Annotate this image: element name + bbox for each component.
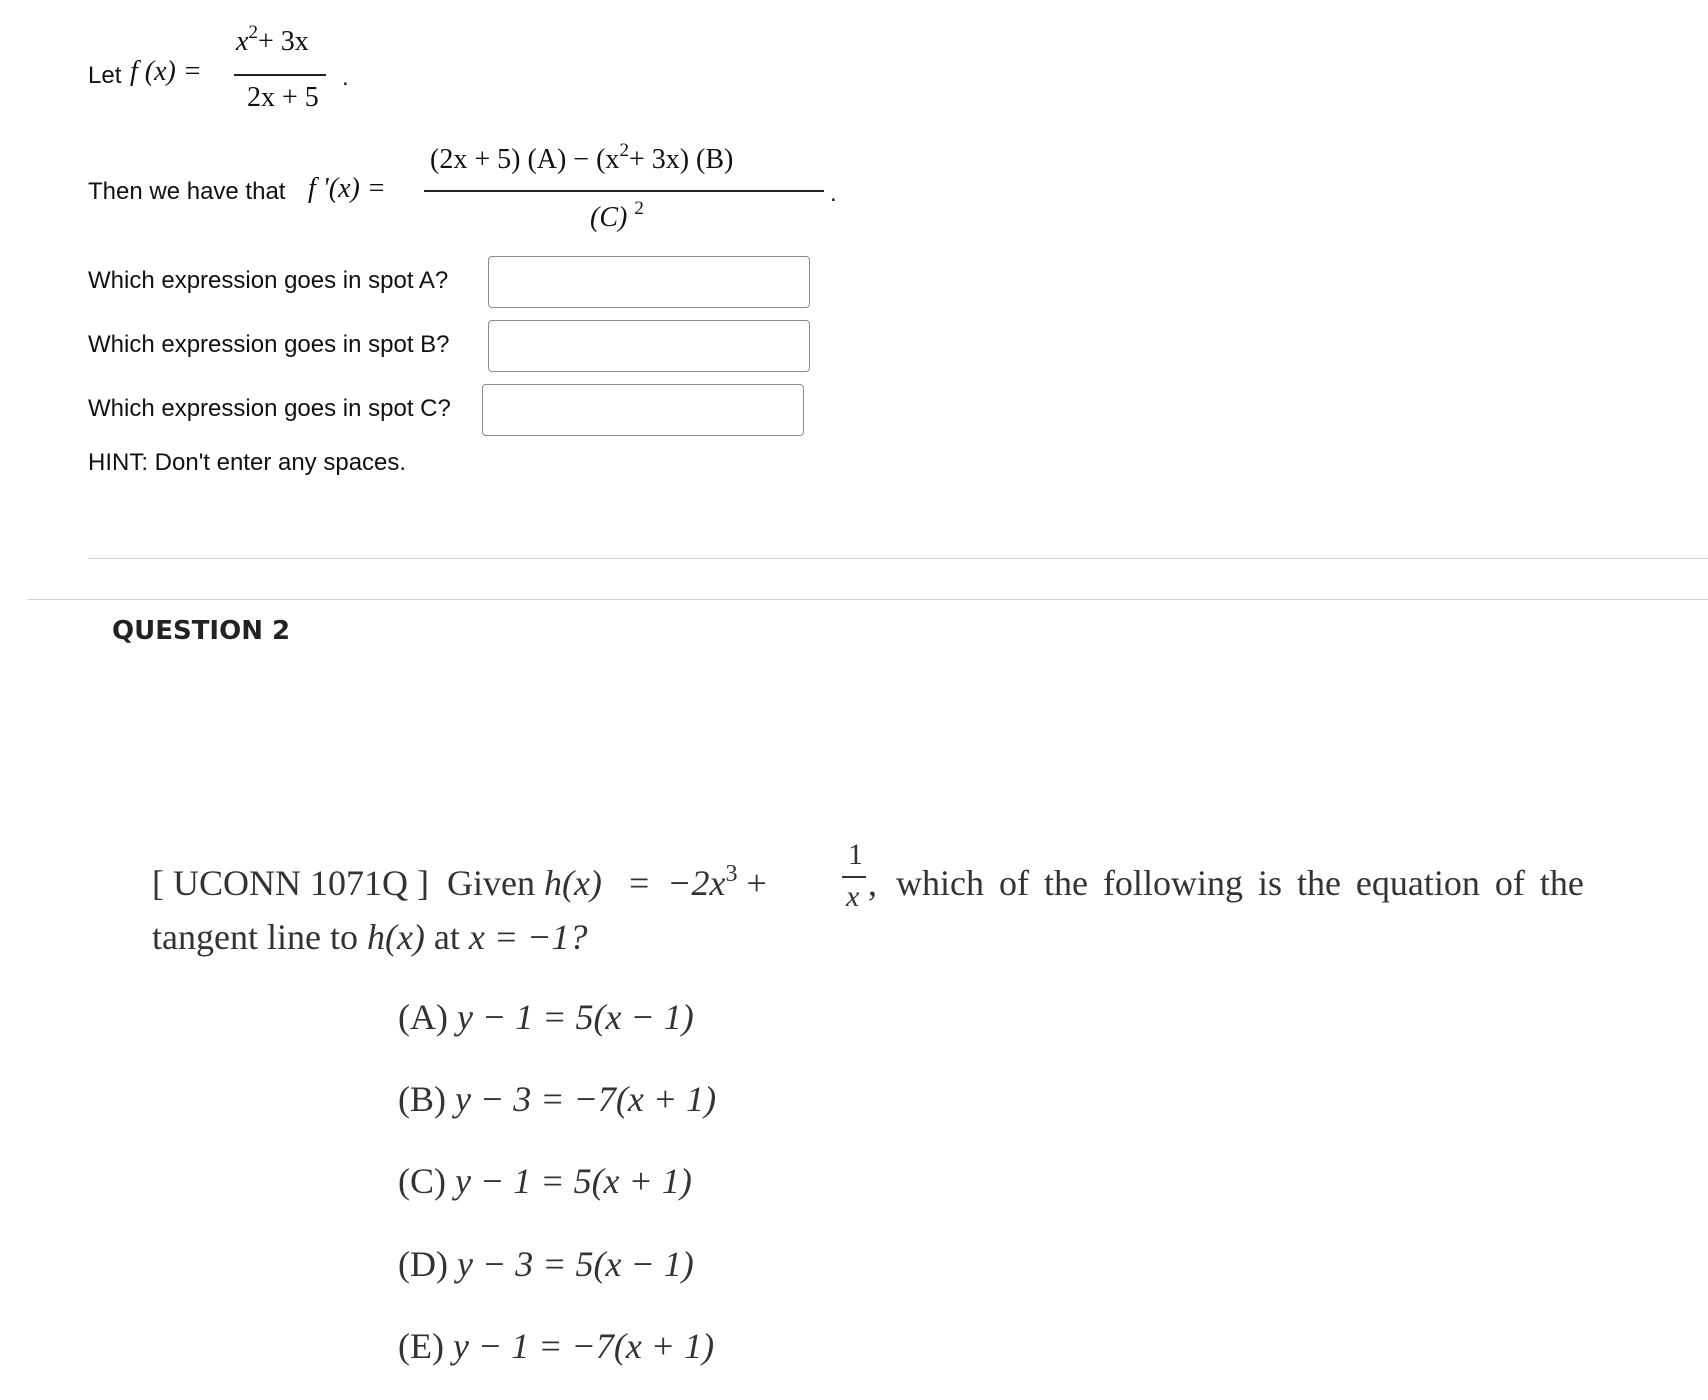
- option-a: [398, 996, 694, 1038]
- fprime-num-part2: + 3x) (B): [628, 144, 734, 175]
- frac-bar: [842, 876, 866, 878]
- stem-comma: ,: [868, 863, 877, 903]
- stem-line2-b: at: [433, 917, 460, 957]
- answer-c-input[interactable]: [482, 384, 804, 436]
- f-denominator: 2x + 5: [247, 82, 319, 113]
- fprime-numerator: [430, 140, 734, 176]
- fprime-num-exp: 2: [619, 140, 629, 161]
- fprime-den-exp: 2: [634, 198, 644, 219]
- option-d: [398, 1243, 694, 1285]
- f-numerator: [236, 22, 309, 58]
- answer-a-input[interactable]: [488, 256, 810, 308]
- frac-denominator: x: [846, 880, 860, 913]
- option-letter: (D): [398, 1244, 448, 1284]
- equals-sign: =: [628, 863, 650, 903]
- f-fraction-bar: [234, 74, 326, 76]
- cubic-exponent: 3: [725, 861, 738, 887]
- prompt-c-label: Which expression goes in spot C?: [88, 395, 451, 422]
- prompt-b-label: Which expression goes in spot B?: [88, 331, 450, 358]
- stem-line2-h: h(x): [366, 917, 425, 957]
- fprime-lhs: f '(x) =: [308, 173, 386, 204]
- fprime-num-part1: (2x + 5) (A) − (x: [430, 144, 620, 175]
- fprime-denominator: [590, 198, 644, 234]
- stem-line2-x: x = −1?: [468, 917, 588, 957]
- given-word: Given: [446, 863, 535, 903]
- question-stem-line-2: [152, 916, 587, 958]
- question-divider: [28, 599, 1708, 600]
- option-c: [398, 1160, 692, 1202]
- f-num-exp: 2: [248, 22, 258, 43]
- question-2-heading: QUESTION 2: [112, 616, 291, 646]
- fprime-den-base: (C): [590, 202, 628, 233]
- option-letter: (B): [398, 1079, 446, 1119]
- frac-numerator: 1: [848, 838, 863, 871]
- answer-b-input[interactable]: [488, 320, 810, 372]
- question-stem-line-1: [152, 862, 767, 904]
- option-equation: y − 1 = 5(x + 1): [455, 1161, 692, 1201]
- fprime-period: .: [830, 180, 837, 207]
- let-label: Let: [88, 62, 122, 89]
- option-equation: y − 1 = 5(x − 1): [456, 997, 694, 1037]
- option-equation: y − 1 = −7(x + 1): [452, 1326, 715, 1366]
- cubic-term: −2x: [667, 863, 726, 903]
- h-of-x: h(x): [543, 863, 602, 903]
- f-lhs: f (x) =: [130, 56, 202, 87]
- plus-sign: +: [746, 863, 767, 903]
- then-label: Then we have that: [88, 178, 286, 205]
- f-period: .: [342, 64, 349, 91]
- option-letter: (E): [398, 1326, 444, 1366]
- option-b: [398, 1078, 716, 1120]
- prompt-a-label: Which expression goes in spot A?: [88, 267, 449, 294]
- hint-text: HINT: Don't enter any spaces.: [88, 449, 407, 476]
- question-1-bottom-divider: [88, 558, 1708, 559]
- stem-tail: which of the following is the equation of the: [896, 863, 1584, 903]
- option-letter: (C): [398, 1161, 446, 1201]
- f-num-base: x: [236, 26, 249, 57]
- f-num-rest: + 3x: [257, 26, 309, 57]
- option-e: [398, 1325, 714, 1367]
- course-tag: [ UCONN 1071Q ]: [152, 863, 429, 903]
- fprime-fraction-bar: [424, 190, 824, 192]
- stem-line2-a: tangent line to: [152, 917, 358, 957]
- option-equation: y − 3 = 5(x − 1): [456, 1244, 694, 1284]
- option-equation: y − 3 = −7(x + 1): [455, 1079, 717, 1119]
- option-letter: (A): [398, 997, 448, 1037]
